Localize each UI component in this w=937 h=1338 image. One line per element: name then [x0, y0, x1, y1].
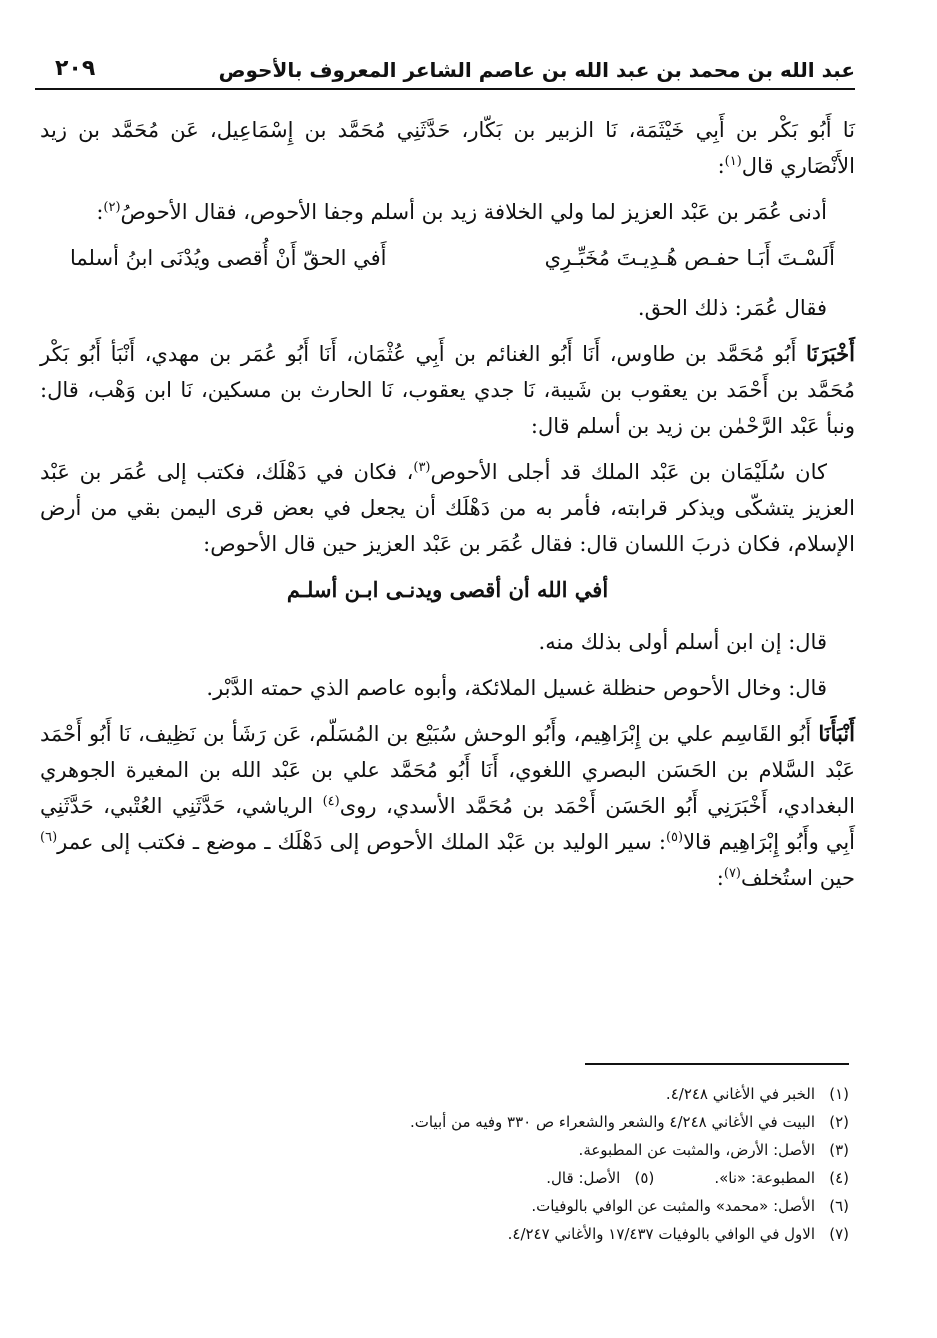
paragraph-3: فقال عُمَر: ذلك الحق. — [637, 296, 827, 320]
footnote-ref-1: (١) — [724, 154, 742, 169]
footnote-6 — [60, 1192, 849, 1220]
footnote-text: الأصل: الأرض، والمثبت عن المطبوعة. — [578, 1141, 815, 1159]
paragraph-2 — [40, 194, 855, 230]
paragraph-4 — [40, 336, 855, 444]
paragraph-8-lead-word: أَنْبَأَنَا — [818, 721, 855, 746]
footnote-number: (٢) — [829, 1113, 849, 1131]
footnote-number: (١) — [829, 1085, 849, 1103]
paragraph-8 — [40, 716, 855, 896]
footnote-5 — [546, 1164, 654, 1192]
paragraph-2-end: : — [96, 200, 104, 224]
paragraph-5 — [40, 454, 855, 562]
paragraph-5-text-b: ، فكان في دَهْلَك، فكتب إلى عُمَر بن عَبْد العزيز يتشكّى ويذكر قرابته، فأمر به من دَهْلَك أن يجعل في بعض قرى اليمن بقي من أرض الإسلام، فكان ذربَ اللسان قال: فقال عُمَر بن عَبْد العزيز حين قال الأحوص: — [40, 460, 855, 556]
footnote-number: (٥) — [634, 1169, 655, 1187]
paragraph-8-end: : — [716, 866, 724, 890]
footnote-number: (٣) — [829, 1141, 849, 1159]
footnote-4-5-row — [60, 1164, 849, 1192]
paragraph-1 — [40, 112, 855, 184]
footnote-ref-6: (٦) — [40, 830, 58, 845]
footnote-1 — [60, 1080, 849, 1108]
footnote-ref-3: (٣) — [413, 460, 431, 475]
paragraph-4-lead-word: أَخْبَرَنَا — [806, 341, 855, 366]
footnote-3 — [60, 1136, 849, 1164]
footnote-number: (٧) — [829, 1225, 849, 1243]
verse-1-second-hemistich: أَفي الحقّ أَنْ أُقصى ويُدْنَى ابنُ أسلما — [70, 246, 387, 270]
footnote-ref-2: (٢) — [103, 200, 121, 215]
paragraph-5-text-a: كان سُلَيْمَان بن عَبْد الملك قد أجلى الأحوص — [430, 460, 828, 484]
footnote-ref-4: (٤) — [322, 794, 340, 809]
page-header — [35, 48, 855, 90]
paragraph-1-text: نَا أَبُو بَكْر بن أَبِي خَيْثَمَة، نَا الزبير بن بَكّار، حَدَّثَنِي مُحَمَّد بن إِسْمَاعِيل، عَن مُحَمَّد بن زيد الأَنْصَاري قال — [40, 118, 855, 178]
verse-1 — [70, 240, 835, 276]
footnotes — [60, 1080, 849, 1248]
footnote-number: (٤) — [829, 1169, 849, 1187]
footnote-text: البيت في الأغاني ٤/٢٤٨ والشعر والشعراء ص ٣٣٠ وفيه من أبيات. — [409, 1113, 815, 1131]
footnote-2 — [60, 1108, 849, 1136]
verse-2: أفي الله أن أقصى ويدنـى ابـن أسلـم — [286, 577, 609, 602]
footnote-ref-7: (٧) — [723, 866, 741, 881]
running-title: عبد الله بن محمد بن عبد الله بن عاصم الشاعر المعروف بالأحوص — [218, 58, 855, 82]
paragraph-2-text: أدنى عُمَر بن عَبْد العزيز لما ولي الخلافة زيد بن أسلم وجفا الأحوص، فقال الأحوصُ — [120, 200, 827, 224]
paragraph-4-text: أَبُو مُحَمَّد بن طاوس، أَنَا أَبُو الغنائم بن أَبِي عُثْمَان، أَنَا أَبُو عُمَر بن مهدي، أَنْبَأ أَبُو بَكْر مُحَمَّد بن أَحْمَد بن يعقوب بن شَيبة، نَا جدي يعقوب، نَا الحارث بن مسكين، نَا ابن وَهْب، قال: ونبأ عَبْد الرَّحْمٰن بن زيد بن أسلم قال: — [40, 342, 855, 438]
footnote-text: الأصل: قال. — [546, 1169, 621, 1187]
footnote-4 — [714, 1164, 849, 1192]
paragraph-8-text-d: حين استُخلف — [741, 866, 855, 890]
paragraph-7: قال: وخال الأحوص حنظلة غسيل الملائكة، وأبوه عاصم الذي حمته الدَّبْر. — [206, 676, 827, 700]
paragraph-8-text-a: أَبُو القَاسِم علي بن إِبْرَاهِيم، وأَبُو الوحش سُبَيْع بن المُسَلّم، عَن رَشَأ بن نَظِيف، نَا أَبُو أَحْمَد عَبْد السَّلام بن الحَسَن البصري اللغوي، أَنَا أَبُو مُحَمَّد علي بن عَبْد الله بن المغيرة الجوهري البغدادي، أَخْبَرَنِي أَبُو الحَسَن أَحْمَد بن مُحَمَّد الأسدي، روى — [40, 722, 856, 818]
paragraph-6: قال: إن ابن أسلم أولى بذلك منه. — [538, 630, 827, 654]
footnote-number: (٦) — [829, 1197, 849, 1215]
footnote-text: الاول في الوافي بالوفيات ١٧/٤٣٧ والأغاني ٤/٢٤٧. — [507, 1225, 815, 1243]
footnote-text: الخبر في الأغاني ٤/٢٤٨. — [665, 1085, 815, 1103]
footnote-7 — [60, 1220, 849, 1248]
footnote-text: الأصل: «محمد» والمثبت عن الوافي بالوفيات. — [531, 1197, 815, 1215]
footnote-separator — [585, 1063, 849, 1065]
paragraph-8-text-c: : سير الوليد بن عَبْد الملك الأحوص إلى دَهْلَك ـ موضع ـ فكتب إلى عمر — [57, 830, 666, 854]
footnote-text: المطبوعة: «نا». — [714, 1169, 815, 1187]
footnote-ref-5: (٥) — [665, 830, 684, 845]
main-text — [40, 112, 855, 906]
page-number: ٢٠٩ — [55, 56, 96, 81]
paragraph-1-end: : — [717, 154, 725, 178]
verse-1-first-hemistich: أَلَسْـتَ أَبَـا حفـص هُـدِيـتَ مُخَبِّـرِي — [544, 246, 835, 270]
paragraph-8-text-b: الرياشي، حَدَّثَنِي العُتْبي، حَدَّثَنِي أَبِي وأَبُو إِبْرَاهِيم قالا — [40, 794, 855, 854]
